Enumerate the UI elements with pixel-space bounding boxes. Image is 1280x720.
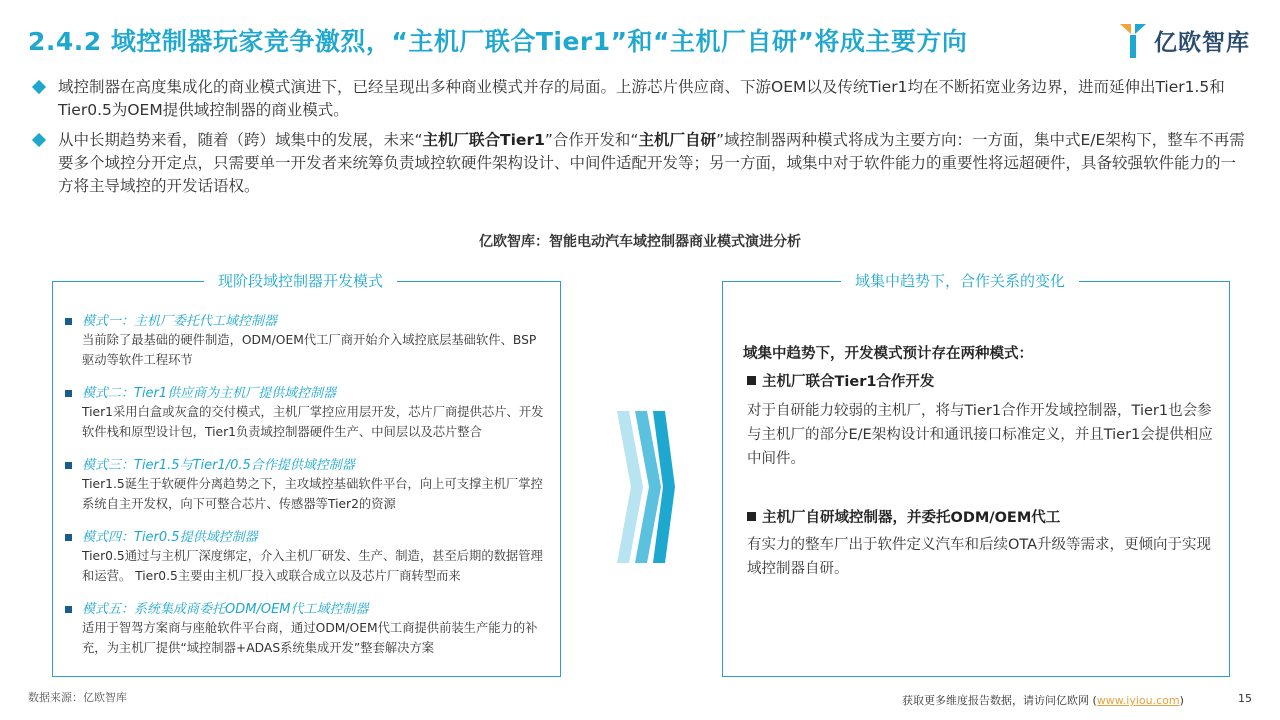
mode-desc: 当前除了最基础的硬件制造，ODM/OEM代工厂商开始介入域控底层基础软件、BSP驱动等软件工程环节 (82, 333, 537, 367)
trend-intro: 域集中趋势下，开发模式预计存在两种模式： (743, 346, 1033, 362)
diamond-bullet-icon (32, 133, 46, 147)
panel-heading: 现阶段域控制器开发模式 (204, 271, 397, 291)
mode-item (65, 456, 545, 514)
mode-title: 模式一：主机厂委托代工域控制器 (82, 314, 278, 329)
square-bullet-icon (65, 462, 72, 469)
square-bullet-icon (65, 606, 72, 613)
square-bullet-icon (65, 318, 72, 325)
bullet-item (30, 129, 1250, 198)
summary-bullets (30, 76, 1250, 205)
diamond-bullet-icon (32, 80, 46, 94)
trend-item-desc: 对于自研能力较弱的主机厂，将与Tier1合作开发域控制器，Tier1也会参与主机厂的部分E/E架构设计和通讯接口标准定义，并且Tier1会提供相应中间件。 (747, 403, 1213, 467)
footer-text: ) (1179, 694, 1184, 707)
square-bullet-icon (747, 376, 756, 385)
mode-desc: Tier0.5通过与主机厂深度绑定，介入主机厂研发、生产、制造，甚至后期的数据管理和运营。 Tier0.5主要由主机厂投入或联合成立以及芯片厂商转型而来 (82, 549, 543, 583)
trend-panel (722, 272, 1230, 677)
mode-item (65, 312, 545, 370)
current-modes-panel (52, 272, 561, 677)
bullet-bold-span: 主机厂联合Tier1 (422, 131, 545, 149)
bullet-bold-span: 主机厂自研 (638, 131, 716, 149)
footer-note (902, 692, 1184, 708)
bullet-text-span: ”域控制器两种模式将成为主要方向：一方面，集中式E/E架构下，整车不再需要多个域控分开定点，只需要单一开发者来统筹负责域控软硬件架构设计、中间件适配开发等；另一方面，域集中对于软件能力的重要性将远超硬件，具备较强软件能力的一方将主导域控的开发话语权。 (58, 131, 1245, 195)
bullet-text (58, 76, 1250, 122)
mode-item (65, 384, 545, 442)
logo-mark-icon (1118, 20, 1148, 60)
mode-title: 模式二：Tier1供应商为主机厂提供域控制器 (82, 386, 337, 401)
data-source: 数据来源：亿欧智库 (28, 691, 127, 704)
footer-text: 获取更多维度报告数据，请访问亿欧网 ( (902, 694, 1097, 707)
bullet-text (58, 129, 1250, 198)
mode-desc: Tier1.5诞生于软硬件分离趋势之下，主攻域控基础软件平台，向上可支撑主机厂掌控系统自主开发权，向下可整合芯片、传感器等Tier2的资源 (82, 477, 543, 511)
mode-title: 模式五：系统集成商委托ODM/OEM代工域控制器 (82, 602, 369, 617)
mode-title: 模式三：Tier1.5与Tier1/0.5合作提供域控制器 (82, 458, 355, 473)
logo-text: 亿欧智库 (1154, 29, 1250, 56)
page-title: 2.4.2 域控制器玩家竞争激烈，“主机厂联合Tier1”和“主机厂自研”将成主要方向 (28, 27, 968, 56)
trend-item-desc: 有实力的整车厂出于软件定义汽车和后续OTA升级等需求，更倾向于实现域控制器自研。 (747, 537, 1212, 577)
trend-item-title-text: 主机厂自研域控制器，并委托ODM/OEM代工 (762, 510, 1061, 526)
mode-title: 模式四：Tier0.5提供域控制器 (82, 530, 258, 545)
mode-desc: 适用于智驾方案商与座舱软件平台商，通过ODM/OEM代工商提供前装生产能力的补充，为主机厂提供“域控制器+ADAS系统集成开发”整套解决方案 (82, 621, 538, 655)
square-bullet-icon (747, 512, 756, 521)
logo (1118, 18, 1250, 62)
bullet-text-span: 从中长期趋势来看，随着（跨）域集中的发展，未来“ (58, 131, 423, 149)
square-bullet-icon (65, 534, 72, 541)
trend-item-title-text: 主机厂联合Tier1合作开发 (762, 374, 935, 390)
mode-item (65, 528, 545, 586)
page-number: 15 (1238, 692, 1252, 705)
mode-desc: Tier1采用白盒或灰盒的交付模式，主机厂掌控应用层开发，芯片厂商提供芯片、开发软件栈和原型设计包，Tier1负责域控制器硬件生产、中间层以及芯片整合 (82, 405, 544, 439)
trend-item-title (747, 370, 934, 391)
bullet-text-span: 域控制器在高度集成化的商业模式演进下，已经呈现出多种商业模式并存的局面。上游芯片供应商、下游OEM以及传统Tier1均在不断拓宽业务边界，进而延伸出Tier1.5和Tier0.5为OEM提供域控制器的商业模式。 (58, 78, 1225, 119)
figure-title: 亿欧智库：智能电动汽车域控制器商业模式演进分析 (479, 234, 801, 250)
square-bullet-icon (65, 390, 72, 397)
panel-heading: 域集中趋势下，合作关系的变化 (841, 271, 1079, 291)
trend-item-title (747, 506, 1060, 527)
bullet-item (30, 76, 1250, 122)
chevron-right-arrows-icon (615, 411, 675, 563)
website-link[interactable]: www.iyiou.com (1096, 694, 1180, 707)
mode-item (65, 600, 545, 658)
bullet-text-span: ”合作开发和“ (544, 131, 639, 149)
